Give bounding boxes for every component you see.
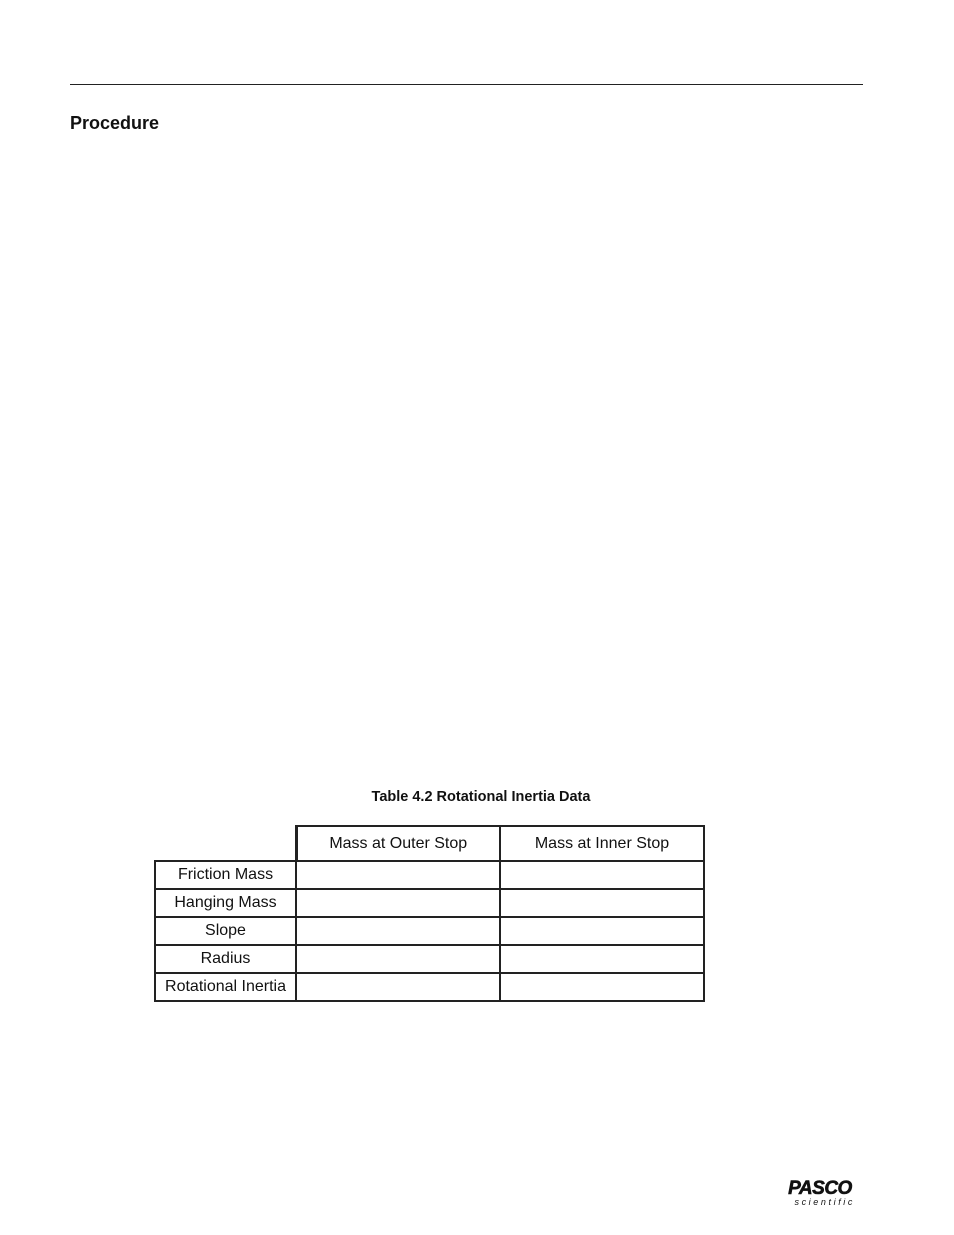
table-row: [155, 945, 704, 973]
table-row: [155, 917, 704, 945]
table-caption: Table 4.2 Rotational Inertia Data: [371, 789, 591, 805]
column-header: Mass at Outer Stop: [296, 826, 500, 861]
logo-tagline-text: scientific: [794, 1197, 855, 1207]
row-label: Rotational Inertia: [155, 973, 296, 1001]
column-header: Mass at Inner Stop: [500, 826, 704, 861]
data-cell: [296, 945, 500, 973]
rotational-inertia-table: [154, 825, 705, 1002]
data-cell: [296, 973, 500, 1001]
data-cell: [500, 973, 704, 1001]
pasco-logo: [775, 1178, 865, 1208]
data-cell: [296, 889, 500, 917]
logo-brand-text: PASCO: [788, 1178, 852, 1199]
table-row: [155, 889, 704, 917]
data-cell: [296, 861, 500, 889]
table-corner-cell: [155, 826, 296, 861]
data-cell: [500, 917, 704, 945]
row-label: Friction Mass: [155, 861, 296, 889]
data-cell: [296, 917, 500, 945]
header-rule: [70, 84, 863, 85]
table-header-row: [155, 826, 704, 861]
row-label: Slope: [155, 917, 296, 945]
row-label: Radius: [155, 945, 296, 973]
data-cell: [500, 889, 704, 917]
section-heading: Procedure: [70, 113, 160, 133]
data-cell: [500, 861, 704, 889]
table-row: [155, 973, 704, 1001]
row-label: Hanging Mass: [155, 889, 296, 917]
data-cell: [500, 945, 704, 973]
table-row: [155, 861, 704, 889]
